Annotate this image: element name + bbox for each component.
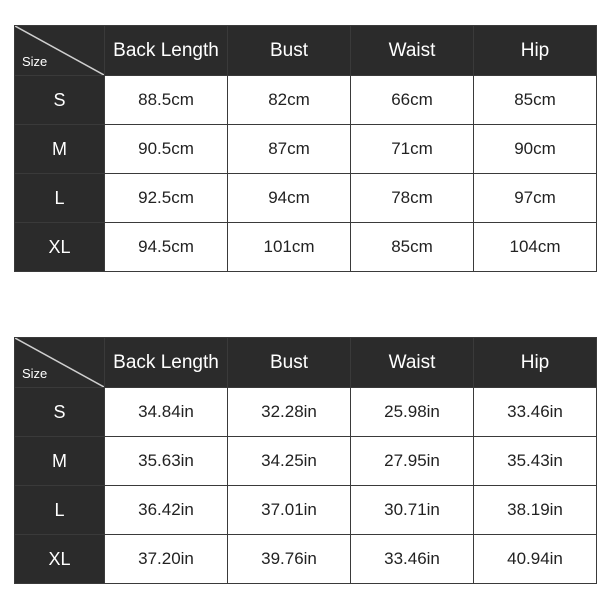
cell-back-length: 88.5cm	[105, 76, 228, 125]
cell-back-length: 36.42in	[105, 486, 228, 535]
header-row	[15, 338, 597, 388]
col-header-bust: Bust	[228, 26, 351, 76]
cell-back-length: 94.5cm	[105, 223, 228, 272]
size-label: Size	[22, 366, 48, 381]
cell-bust: 32.28in	[228, 388, 351, 437]
cell-bust: 34.25in	[228, 437, 351, 486]
cell-back-length: 34.84in	[105, 388, 228, 437]
size-label: Size	[22, 54, 48, 69]
table-row	[15, 76, 597, 125]
cell-waist: 33.46in	[351, 535, 474, 584]
cell-bust: 39.76in	[228, 535, 351, 584]
row-size-label: S	[15, 388, 105, 437]
col-header-hip: Hip	[474, 26, 597, 76]
row-size-label: M	[15, 437, 105, 486]
cell-waist: 85cm	[351, 223, 474, 272]
cell-bust: 94cm	[228, 174, 351, 223]
cell-bust: 37.01in	[228, 486, 351, 535]
size-chart-cm	[14, 25, 597, 272]
cell-back-length: 92.5cm	[105, 174, 228, 223]
table-row	[15, 174, 597, 223]
cell-back-length: 37.20in	[105, 535, 228, 584]
cell-waist: 27.95in	[351, 437, 474, 486]
size-corner-cell	[15, 26, 105, 76]
cell-waist: 71cm	[351, 125, 474, 174]
cell-bust: 101cm	[228, 223, 351, 272]
col-header-waist: Waist	[351, 26, 474, 76]
cell-hip: 85cm	[474, 76, 597, 125]
row-size-label: XL	[15, 535, 105, 584]
col-header-bust: Bust	[228, 338, 351, 388]
cell-hip: 33.46in	[474, 388, 597, 437]
cell-bust: 87cm	[228, 125, 351, 174]
cell-back-length: 35.63in	[105, 437, 228, 486]
cell-waist: 78cm	[351, 174, 474, 223]
table-row	[15, 535, 597, 584]
table-row	[15, 486, 597, 535]
cell-bust: 82cm	[228, 76, 351, 125]
col-header-waist: Waist	[351, 338, 474, 388]
cell-hip: 90cm	[474, 125, 597, 174]
cell-hip: 97cm	[474, 174, 597, 223]
col-header-back-length: Back Length	[105, 26, 228, 76]
cell-waist: 25.98in	[351, 388, 474, 437]
size-chart-in	[14, 337, 597, 584]
cell-hip: 104cm	[474, 223, 597, 272]
header-row	[15, 26, 597, 76]
col-header-hip: Hip	[474, 338, 597, 388]
table-row	[15, 125, 597, 174]
cell-hip: 38.19in	[474, 486, 597, 535]
row-size-label: L	[15, 486, 105, 535]
row-size-label: M	[15, 125, 105, 174]
table-row	[15, 388, 597, 437]
cell-hip: 40.94in	[474, 535, 597, 584]
cell-hip: 35.43in	[474, 437, 597, 486]
cell-waist: 66cm	[351, 76, 474, 125]
cell-waist: 30.71in	[351, 486, 474, 535]
row-size-label: XL	[15, 223, 105, 272]
size-corner-cell	[15, 338, 105, 388]
table-row	[15, 223, 597, 272]
cell-back-length: 90.5cm	[105, 125, 228, 174]
row-size-label: L	[15, 174, 105, 223]
table-row	[15, 437, 597, 486]
row-size-label: S	[15, 76, 105, 125]
col-header-back-length: Back Length	[105, 338, 228, 388]
